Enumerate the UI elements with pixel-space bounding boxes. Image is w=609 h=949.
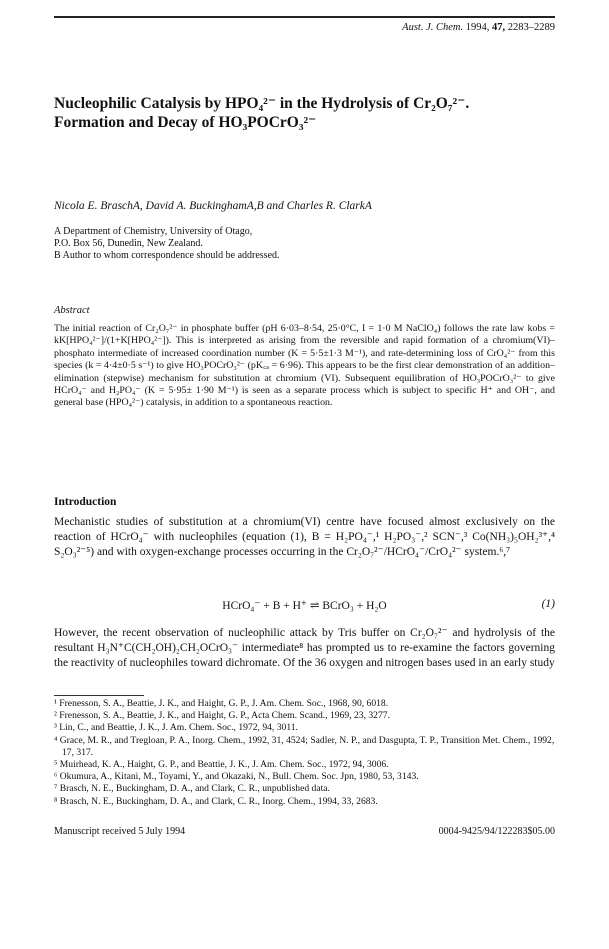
equation-1 — [54, 598, 555, 614]
issn-code: 0004-9425/94/122283$05.00 — [438, 826, 555, 837]
journal-pages: 2283–2289 — [507, 22, 555, 33]
footnote: ³ Lin, C., and Beattie, J. K., J. Am. Chem. Soc., 1972, 94, 3011. — [54, 722, 298, 734]
footnote: ² Frenesson, S. A., Beattie, J. K., and Haight, G. P., Acta Chem. Scand., 1969, 23, 3277. — [54, 710, 390, 722]
author-list: Nicola E. BraschA, David A. BuckinghamA,B and Charles R. ClarkA — [54, 200, 372, 212]
paper-title: Nucleophilic Catalysis by HPO₄²⁻ in the Hydrolysis of Cr₂O₇²⁻. Formation and Decay of HO₃POCrO₃²⁻ — [54, 95, 470, 131]
affiliation-line: P.O. Box 56, Dunedin, New Zealand. — [54, 238, 203, 249]
introduction-paragraph-1: Mechanistic studies of substitution at a chromium(VI) centre have focused almost exclusively on the reaction of HCrO₄⁻ with nucleophiles (equation (1), B = H₂PO₄⁻,¹ H₂PO₃⁻,² SCN⁻,³ Co(NH₃)₅OH₂³⁺,⁴ S₂O₃²⁻⁵) and with oxygen-exchange processes occurring in the Cr₂O₇²⁻/HCrO₄⁻/CrO₄²⁻ system.⁶,⁷ — [54, 516, 555, 559]
footnote: ⁸ Brasch, N. E., Buckingham, D. A., and Clark, C. R., Inorg. Chem., 1994, 33, 2683. — [54, 795, 378, 807]
journal-volume: 47, — [492, 22, 506, 33]
footnote: ⁶ Okumura, A., Kitani, M., Toyami, Y., and Okazaki, N., Bull. Chem. Soc. Jpn, 1980, 53, 3143. — [54, 771, 419, 783]
affiliation-line: B Author to whom correspondence should be addressed. — [54, 250, 280, 261]
affiliation-line: A Department of Chemistry, University of Otago, — [54, 226, 253, 237]
footnote: ⁴ Grace, M. R., and Tregloan, P. A., Inorg. Chem., 1992, 31, 4524; Sadler, N. P., and Dasgupta, T. P., Transition Met. Chem., 1992, 17, 317. — [54, 734, 555, 758]
journal-name: Aust. J. Chem. — [402, 22, 464, 33]
introduction-paragraph-2: However, the recent observation of nucleophilic attack by Tris buffer on Cr₂O₇²⁻ and hydrolysis of the resultant H₃N⁺C(CH₂OH)₂CH₂OCrO₃⁻ intermediate⁸ has prompted us to re-examine the factors governing the reactivity of nucleophiles toward dichromate. Of the 36 oxygen and nitrogen bases used in an early study — [54, 627, 555, 670]
journal-year: 1994, — [465, 22, 490, 33]
equation-body: HCrO₄⁻ + B + H⁺ ⇌ BCrO₃ + H₂O — [222, 600, 387, 612]
footnote: ⁷ Brasch, N. E., Buckingham, D. A., and Clark, C. R., unpublished data. — [54, 783, 330, 795]
manuscript-received: Manuscript received 5 July 1994 — [54, 826, 186, 837]
equation-number: (1) — [541, 598, 555, 610]
journal-citation — [402, 22, 555, 33]
affiliations — [54, 226, 555, 262]
header-rule — [54, 16, 555, 18]
footnote-rule — [54, 695, 144, 696]
footnote: ¹ Frenesson, S. A., Beattie, J. K., and Haight, G. P., J. Am. Chem. Soc., 1968, 90, 6018. — [54, 698, 389, 709]
abstract-text: The initial reaction of Cr₂O₇²⁻ in phosphate buffer (pH 6·03–8·54, 25·0°C, I = 1·0 M NaClO₄) follows the rate law kobs = kK[HPO₄²⁻]/(1+K[HPO₄²⁻]). This is interpreted as arising from the reversible and rapid formation of a chromium(VI)–phosphato intermediate of increased coordination number (K = 5·5±1·3 M⁻¹), and rate-determining loss of CrO₄²⁻ from this species (k = 4·4±0·5 s⁻¹) to give HO₃POCrO₃²⁻ (pK꜀ₐ = 6·96). This appears to be the first clear demonstration of an addition–elimination (stepwise) mechanism for substitution at chromium (VI). Subsequent equilibration of HO₃POCrO₃²⁻ to give HCrO₄⁻ and H₂PO₄⁻ (K = 5·95± 1·90 M⁻¹) is seen as a separate process which is subject to specific H⁺ and OH⁻, and general base (HPO₄²⁻) catalysis, in addition to a spontaneous reaction. — [54, 323, 555, 409]
abstract-heading: Abstract — [54, 305, 90, 316]
introduction-heading: Introduction — [54, 496, 117, 508]
footnote: ⁵ Muirhead, K. A., Haight, G. P., and Beattie, J. K., J. Am. Chem. Soc., 1972, 94, 3006. — [54, 759, 389, 771]
footnotes — [54, 698, 555, 808]
